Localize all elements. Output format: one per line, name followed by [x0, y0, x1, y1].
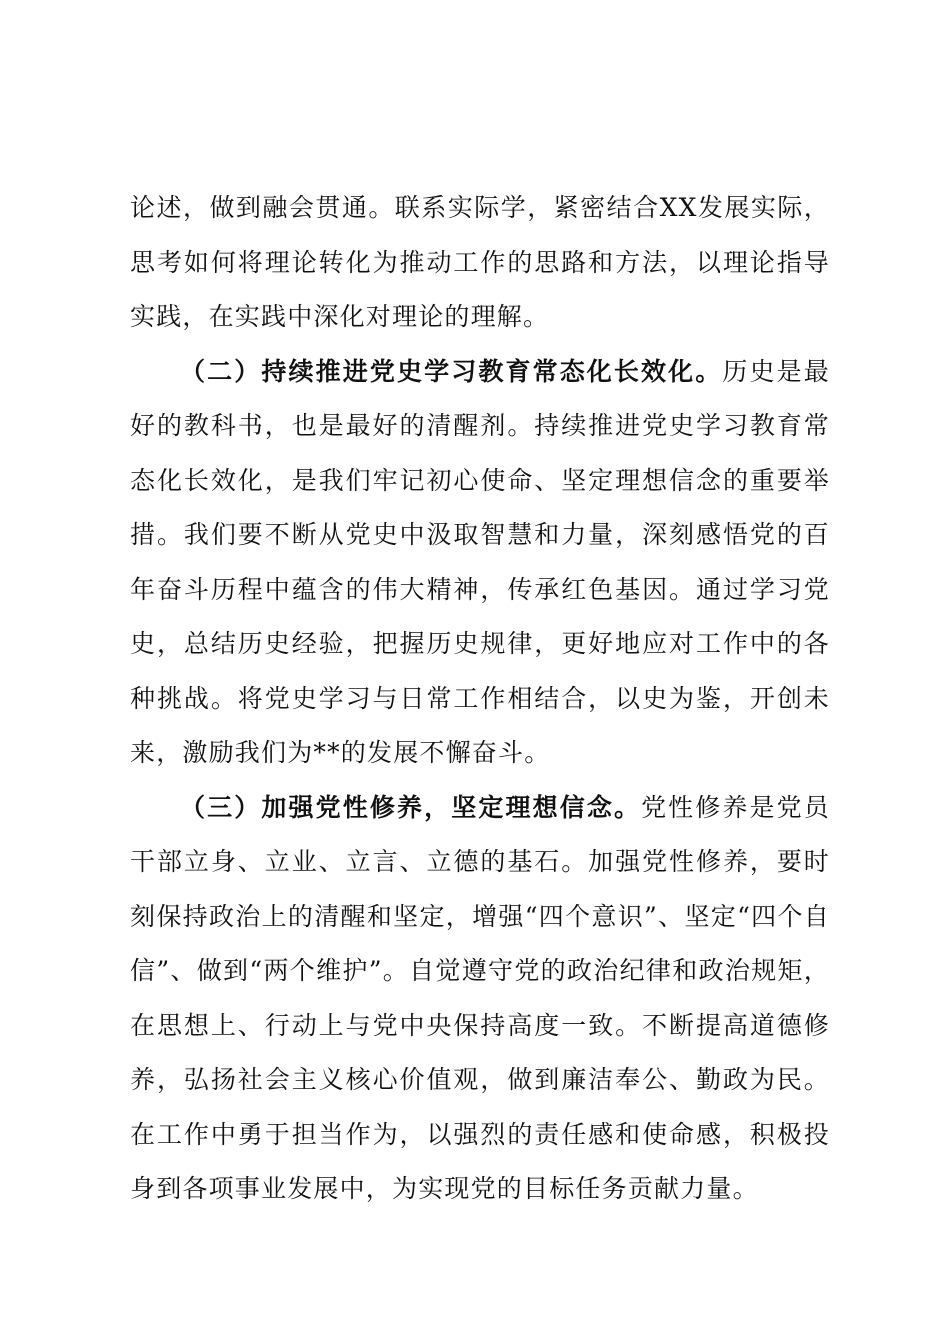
- section-heading: （二）持续推进党史学习教育常态化长效化。: [180, 356, 723, 386]
- paragraph-text: 论述，做到融会贯通。联系实际学，紧密结合XX发展实际，思考如何将理论转化为推动工作的思路和方法，以理论指导实践，在实践中深化对理论的理解。: [130, 193, 830, 331]
- paragraph-section-three: [130, 781, 830, 1217]
- paragraph-text: 党性修养是党员干部立身、立业、立言、立德的基石。加强党性修养，要时刻保持政治上的清醒和坚定，增强“四个意识”、坚定“四个自信”、做到“两个维护”。自觉遵守党的政治纪律和政治规矩，在思想上、行动上与党中央保持高度一致。不断提高道德修养，弘扬社会主义核心价值观，做到廉洁奉公、勤政为民。在工作中勇于担当作为，以强烈的责任感和使命感，积极投身到各项事业发展中，为实现党的目标任务贡献力量。: [130, 792, 830, 1203]
- document-body: [130, 181, 830, 1217]
- paragraph-continuation: [130, 181, 830, 345]
- section-heading: （三）加强党性修养，坚定理想信念。: [180, 792, 642, 822]
- paragraph-text: 历史是最好的教科书，也是最好的清醒剂。持续推进党史学习教育常态化长效化，是我们牢记初心使命、坚定理想信念的重要举措。我们要不断从党史中汲取智慧和力量，深刻感悟党的百年奋斗历程中蕴含的伟大精神，传承红色基因。通过学习党史，总结历史经验，把握历史规律，更好地应对工作中的各种挑战。将党史学习与日常工作相结合，以史为鉴，开创未来，激励我们为**的发展不懈奋斗。: [130, 356, 830, 767]
- paragraph-section-two: [130, 345, 830, 781]
